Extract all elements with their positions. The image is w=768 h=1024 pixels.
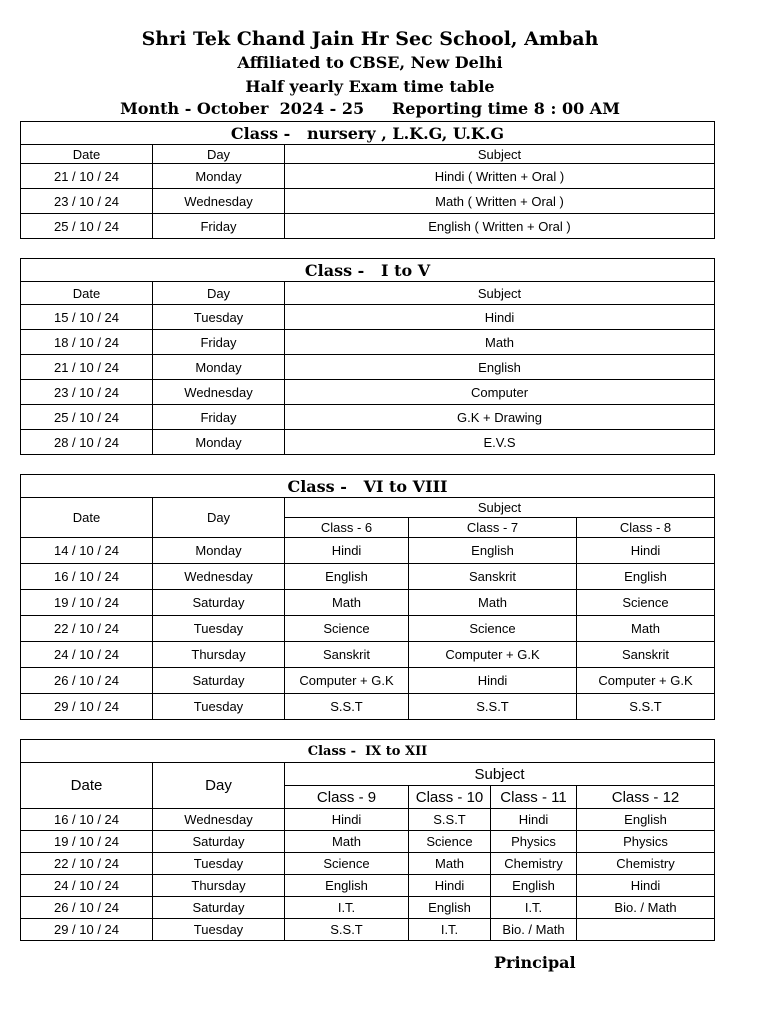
- subject-cell: Computer: [285, 380, 715, 405]
- table-row: [21, 668, 715, 694]
- table-row: [21, 330, 715, 355]
- date-cell: 22 / 10 / 24: [21, 616, 153, 642]
- subject-cell: Physics: [491, 831, 577, 853]
- subject-cell: E.V.S: [285, 430, 715, 455]
- day-cell: Saturday: [153, 590, 285, 616]
- date-cell: 16 / 10 / 24: [21, 809, 153, 831]
- exam-title: Half yearly Exam time table: [245, 77, 495, 96]
- date-cell: 18 / 10 / 24: [21, 330, 153, 355]
- date-cell: 23 / 10 / 24: [21, 189, 153, 214]
- day-header: Day: [153, 145, 285, 164]
- table-title: Class - VI to VIII: [21, 475, 715, 498]
- day-cell: Wednesday: [153, 564, 285, 590]
- date-header: Date: [21, 498, 153, 538]
- subject-cell: Math ( Written + Oral ): [285, 189, 715, 214]
- day-cell: Friday: [153, 330, 285, 355]
- table-title: Class - I to V: [21, 259, 715, 282]
- table-body: [21, 305, 715, 455]
- subject-cell: Science: [409, 616, 577, 642]
- subject-cell: Math: [285, 831, 409, 853]
- subject-cell: I.T.: [491, 897, 577, 919]
- subject-header: Subject: [285, 282, 715, 305]
- subject-cell: Chemistry: [577, 853, 715, 875]
- table-row: [21, 809, 715, 831]
- table-row: [21, 355, 715, 380]
- day-cell: Thursday: [153, 875, 285, 897]
- subject-cell: English: [577, 809, 715, 831]
- date-cell: 26 / 10 / 24: [21, 897, 153, 919]
- subject-cell: English: [285, 875, 409, 897]
- day-cell: Monday: [153, 538, 285, 564]
- subject-cell: English: [285, 564, 409, 590]
- subject-cell: Hindi: [285, 538, 409, 564]
- date-cell: 26 / 10 / 24: [21, 668, 153, 694]
- date-cell: 25 / 10 / 24: [21, 405, 153, 430]
- day-cell: Wednesday: [153, 380, 285, 405]
- subject-cell: Math: [285, 330, 715, 355]
- day-header: Day: [153, 282, 285, 305]
- subject-cell: S.S.T: [285, 919, 409, 941]
- day-cell: Tuesday: [153, 853, 285, 875]
- table-row: [21, 189, 715, 214]
- subject-cell: English: [491, 875, 577, 897]
- table-row: [21, 305, 715, 330]
- principal-signature-label: Principal: [494, 953, 576, 972]
- table-row: [21, 616, 715, 642]
- class-header: Class - 10: [409, 786, 491, 809]
- day-cell: Tuesday: [153, 919, 285, 941]
- day-cell: Thursday: [153, 642, 285, 668]
- subject-cell: Hindi: [409, 668, 577, 694]
- subject-cell: Science: [285, 616, 409, 642]
- subject-cell: Hindi: [577, 538, 715, 564]
- affiliation: Affiliated to CBSE, New Delhi: [237, 53, 503, 72]
- subject-cell: Science: [285, 853, 409, 875]
- subject-cell: Bio. / Math: [577, 897, 715, 919]
- day-cell: Saturday: [153, 831, 285, 853]
- date-cell: 21 / 10 / 24: [21, 164, 153, 189]
- table-row: [21, 590, 715, 616]
- subject-cell: Computer + G.K: [577, 668, 715, 694]
- date-cell: 24 / 10 / 24: [21, 642, 153, 668]
- subject-cell: Hindi: [285, 809, 409, 831]
- class-header: Class - 7: [409, 518, 577, 538]
- date-cell: 15 / 10 / 24: [21, 305, 153, 330]
- subject-cell: Computer + G.K: [285, 668, 409, 694]
- subject-cell: Sanskrit: [409, 564, 577, 590]
- date-header: Date: [21, 145, 153, 164]
- subject-cell: Hindi: [577, 875, 715, 897]
- subject-cell: I.T.: [409, 919, 491, 941]
- subject-cell: Science: [577, 590, 715, 616]
- table-row: [21, 853, 715, 875]
- subject-cell: S.S.T: [409, 809, 491, 831]
- table-row: [21, 875, 715, 897]
- day-cell: Friday: [153, 214, 285, 239]
- table-body: [21, 809, 715, 941]
- class-header: Class - 12: [577, 786, 715, 809]
- subject-cell: Math: [285, 590, 409, 616]
- table-row: [21, 694, 715, 720]
- subject-header: Subject: [285, 145, 715, 164]
- subject-cell: Sanskrit: [577, 642, 715, 668]
- day-cell: Tuesday: [153, 616, 285, 642]
- class-header: Class - 11: [491, 786, 577, 809]
- subject-cell: Science: [409, 831, 491, 853]
- table-row: [21, 430, 715, 455]
- subject-cell: S.S.T: [577, 694, 715, 720]
- date-cell: 22 / 10 / 24: [21, 853, 153, 875]
- subject-cell: Bio. / Math: [491, 919, 577, 941]
- day-cell: Monday: [153, 164, 285, 189]
- subject-cell: Hindi: [491, 809, 577, 831]
- subject-cell: S.S.T: [285, 694, 409, 720]
- timetable-class-9-12: [20, 739, 715, 941]
- table-row: [21, 380, 715, 405]
- date-cell: 28 / 10 / 24: [21, 430, 153, 455]
- date-cell: 29 / 10 / 24: [21, 919, 153, 941]
- date-cell: 21 / 10 / 24: [21, 355, 153, 380]
- subject-cell: S.S.T: [409, 694, 577, 720]
- subject-cell: Hindi ( Written + Oral ): [285, 164, 715, 189]
- table-title: Class - IX to XII: [21, 740, 715, 763]
- table-row: [21, 831, 715, 853]
- table-title: Class - nursery , L.K.G, U.K.G: [21, 122, 715, 145]
- date-cell: 19 / 10 / 24: [21, 831, 153, 853]
- date-header: Date: [21, 763, 153, 809]
- day-cell: Wednesday: [153, 189, 285, 214]
- timetable-class-1-5: [20, 258, 715, 455]
- day-cell: Friday: [153, 405, 285, 430]
- date-cell: 29 / 10 / 24: [21, 694, 153, 720]
- table-row: [21, 164, 715, 189]
- table-row: [21, 897, 715, 919]
- date-header: Date: [21, 282, 153, 305]
- table-row: [21, 538, 715, 564]
- subject-cell: Sanskrit: [285, 642, 409, 668]
- class-header: Class - 6: [285, 518, 409, 538]
- subject-cell: Math: [409, 853, 491, 875]
- day-cell: Tuesday: [153, 694, 285, 720]
- day-header: Day: [153, 498, 285, 538]
- day-cell: Wednesday: [153, 809, 285, 831]
- date-cell: 16 / 10 / 24: [21, 564, 153, 590]
- date-cell: 19 / 10 / 24: [21, 590, 153, 616]
- timetable-nursery-ukg: [20, 121, 715, 239]
- class-header: Class - 8: [577, 518, 715, 538]
- subject-cell: Math: [577, 616, 715, 642]
- subject-cell: Hindi: [285, 305, 715, 330]
- subject-cell: English ( Written + Oral ): [285, 214, 715, 239]
- date-cell: 23 / 10 / 24: [21, 380, 153, 405]
- table-row: [21, 214, 715, 239]
- subject-cell: Math: [409, 590, 577, 616]
- subject-header: Subject: [285, 763, 715, 786]
- subject-cell: Physics: [577, 831, 715, 853]
- subject-cell: English: [577, 564, 715, 590]
- subject-cell: English: [285, 355, 715, 380]
- table-row: [21, 642, 715, 668]
- subject-header: Subject: [285, 498, 715, 518]
- subject-cell: Hindi: [409, 875, 491, 897]
- class-header: Class - 9: [285, 786, 409, 809]
- day-cell: Monday: [153, 355, 285, 380]
- day-cell: Tuesday: [153, 305, 285, 330]
- day-header: Day: [153, 763, 285, 809]
- day-cell: Saturday: [153, 668, 285, 694]
- date-cell: 14 / 10 / 24: [21, 538, 153, 564]
- subject-cell: Computer + G.K: [409, 642, 577, 668]
- date-cell: 25 / 10 / 24: [21, 214, 153, 239]
- table-row: [21, 405, 715, 430]
- school-name: Shri Tek Chand Jain Hr Sec School, Ambah: [141, 28, 599, 50]
- subject-cell: English: [409, 897, 491, 919]
- subject-cell: [577, 919, 715, 941]
- subject-cell: I.T.: [285, 897, 409, 919]
- subject-cell: G.K + Drawing: [285, 405, 715, 430]
- month-reporting-line: Month - October 2024 - 25 Reporting time 8 : 00 AM: [120, 99, 620, 118]
- table-body: [21, 164, 715, 239]
- subject-cell: Chemistry: [491, 853, 577, 875]
- day-cell: Monday: [153, 430, 285, 455]
- table-row: [21, 919, 715, 941]
- table-row: [21, 564, 715, 590]
- day-cell: Saturday: [153, 897, 285, 919]
- table-body: [21, 538, 715, 720]
- date-cell: 24 / 10 / 24: [21, 875, 153, 897]
- subject-cell: English: [409, 538, 577, 564]
- timetable-class-6-8: [20, 474, 715, 720]
